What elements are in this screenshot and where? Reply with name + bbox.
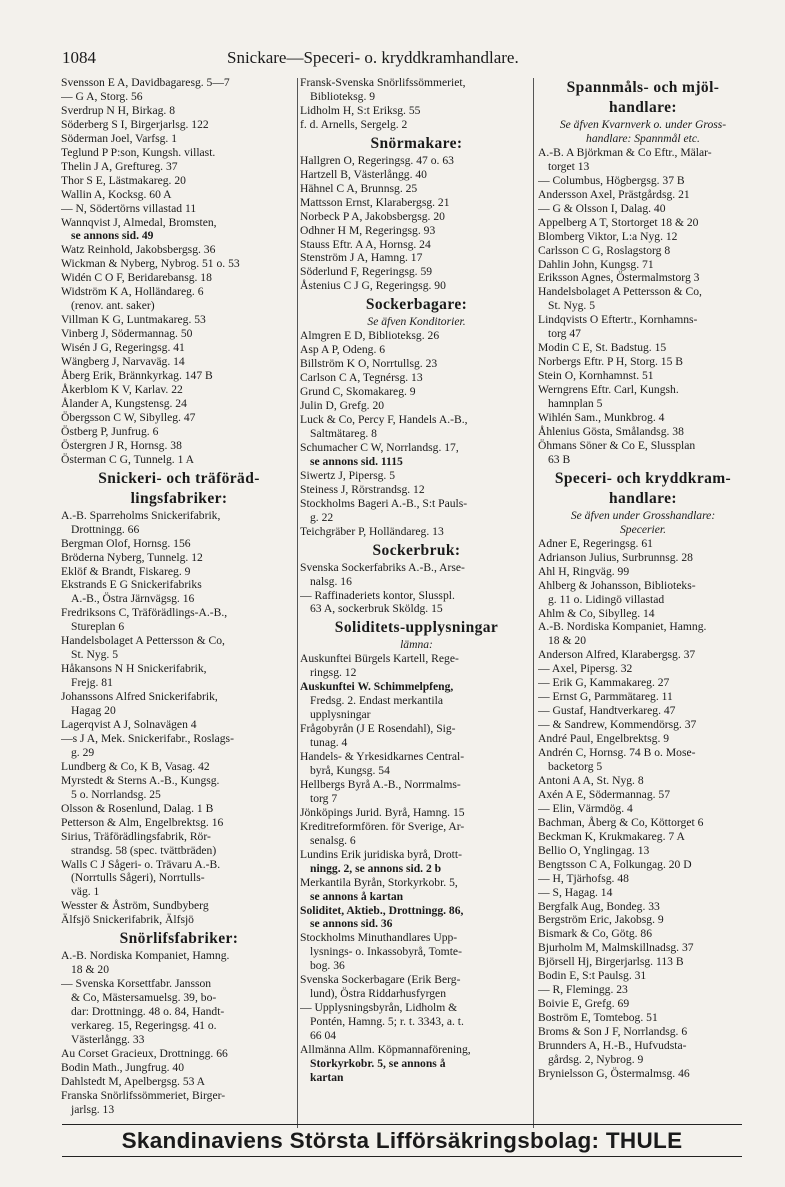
directory-entry: Kreditreformfören. för Sverige, Ar- bbox=[300, 819, 465, 833]
directory-entry: Hartzell B, Västerlångg. 40 bbox=[300, 167, 427, 181]
entry-continuation: Hagag 20 bbox=[71, 704, 116, 718]
entry-continuation: bog. 36 bbox=[310, 959, 345, 973]
advert-bottom-rule bbox=[62, 1156, 742, 1157]
entry-continuation: Pontén, Hamng. 5; r. t. 3343, a. t. bbox=[310, 1015, 464, 1029]
entry-continuation: backetorg 5 bbox=[548, 759, 603, 773]
entry-continuation: torget 13 bbox=[548, 159, 590, 173]
entry-continuation: tunag. 4 bbox=[310, 736, 348, 750]
directory-entry: Lindqvists O Eftertr., Kornhamns- bbox=[538, 313, 698, 327]
directory-entry: Stein O, Kornhamnst. 51 bbox=[538, 369, 654, 383]
directory-entry: Ekstrands E G Snickerifabriks bbox=[61, 578, 202, 592]
directory-entry: Sirius, Träförädlingsfabrik, Rör- bbox=[61, 829, 211, 843]
running-title: Snickare—Speceri- o. kryddkramhandlare. bbox=[227, 48, 519, 67]
section-heading: Spannmåls- och mjöl- bbox=[566, 79, 720, 96]
directory-entry: Antoni A A, St. Nyg. 8 bbox=[538, 773, 644, 787]
directory-column-3 bbox=[538, 76, 748, 1081]
directory-entry: Björsell Hj, Birgerjarlsg. 113 B bbox=[538, 955, 684, 969]
directory-entry: André Paul, Engelbrektsg. 9 bbox=[538, 732, 670, 746]
directory-entry: Beckman K, Krukmakareg. 7 A bbox=[538, 829, 685, 843]
entry-continuation: strandsg. 58 (spec. tvättbräden) bbox=[71, 843, 217, 857]
directory-entry: Lundberg & Co, K B, Vasag. 42 bbox=[61, 759, 210, 773]
directory-entry: Åstenius C J G, Regeringsg. 90 bbox=[300, 279, 446, 293]
directory-entry: Werngrens Eftr. Carl, Kungsh. bbox=[538, 383, 679, 397]
directory-entry: Odhner H M, Regeringsg. 93 bbox=[300, 223, 436, 237]
directory-entry: Carlsson C G, Roslagstorg 8 bbox=[538, 243, 671, 257]
directory-entry: Axén A E, Södermannag. 57 bbox=[538, 787, 671, 801]
directory-entry: Myrstedt & Sterns A.-B., Kungsg. bbox=[61, 773, 220, 787]
directory-entry: Julin D, Grefg. 20 bbox=[300, 399, 385, 413]
directory-entry: — Axel, Pipersg. 32 bbox=[538, 662, 633, 676]
directory-entry: Wesster & Åström, Sundbyberg bbox=[61, 899, 209, 913]
directory-entry: — Ernst G, Parmmätareg. 11 bbox=[538, 690, 673, 704]
directory-entry: — Elin, Värmdög. 4 bbox=[538, 801, 633, 815]
directory-entry: — Erik G, Kammakareg. 27 bbox=[538, 676, 670, 690]
directory-entry: — G A, Storg. 56 bbox=[61, 89, 143, 103]
directory-entry: Teglund P P:son, Kungsh. villast. bbox=[61, 145, 216, 159]
directory-entry: Bachman, Åberg & Co, Köttorget 6 bbox=[538, 815, 704, 829]
directory-column-2 bbox=[300, 76, 533, 1085]
section-heading: Soliditets-upplysningar bbox=[334, 619, 499, 637]
entry-continuation: Saltmätareg. 8 bbox=[310, 426, 377, 440]
entry-continuation: ringsg. 12 bbox=[310, 666, 357, 680]
directory-entry: Franska Snörlifssömmeriet, Birger- bbox=[61, 1088, 226, 1102]
entry-continuation: Biblioteksg. 9 bbox=[310, 89, 376, 103]
directory-entry: Auskunftei W. Schimmelpfeng, bbox=[300, 680, 454, 694]
section-note: Se äfven Konditorier. bbox=[367, 315, 466, 329]
directory-entry: Wickman & Nyberg, Nybrog. 51 o. 53 bbox=[61, 257, 240, 271]
directory-entry: Schumacher C W, Norrlandsg. 17, bbox=[300, 440, 459, 454]
directory-entry: Hellbergs Byrå A.-B., Norrmalms- bbox=[300, 777, 461, 791]
entry-continuation: St. Nyg. 5 bbox=[71, 648, 119, 662]
directory-entry: Johanssons Alfred Snickerifabrik, bbox=[61, 690, 218, 704]
directory-entry: Blomberg Viktor, L:a Nyg. 12 bbox=[538, 229, 678, 243]
directory-entry: Allmänna Allm. Köpmannaförening, bbox=[300, 1043, 471, 1057]
directory-entry: — R, Flemingg. 23 bbox=[538, 983, 628, 997]
directory-entry: Thor S E, Lästmakareg. 20 bbox=[61, 173, 186, 187]
entry-continuation: Stureplan 6 bbox=[71, 620, 125, 634]
section-heading: Sockerbruk: bbox=[372, 541, 461, 559]
entry-continuation: se annons sid. 36 bbox=[310, 917, 393, 931]
directory-entry: Boivie E, Grefg. 69 bbox=[538, 997, 630, 1011]
directory-entry: Thelin J A, Greftureg. 37 bbox=[61, 159, 178, 173]
directory-entry: Öhmans Söner & Co E, Slussplan bbox=[538, 438, 696, 452]
directory-entry: Svensson E A, Davidbagaresg. 5—7 bbox=[61, 76, 230, 89]
directory-entry: Östergren J R, Hornsg. 38 bbox=[61, 438, 182, 452]
directory-entry: Dahlstedt M, Apelbergsg. 53 A bbox=[61, 1074, 206, 1088]
directory-entry: Öbergsson C W, Sibylleg. 47 bbox=[61, 410, 196, 424]
entry-continuation: g. 11 o. Lidingö villastad bbox=[548, 592, 665, 606]
directory-entry: Bergfalk Aug, Bondeg. 33 bbox=[538, 899, 660, 913]
directory-entry: A.-B. Nordiska Kompaniet, Hamng. bbox=[61, 949, 230, 963]
directory-entry: Anderson Alfred, Klarabergsg. 37 bbox=[538, 648, 696, 662]
directory-entry: Hallgren O, Regeringsg. 47 o. 63 bbox=[300, 153, 454, 167]
directory-entry: Walls C J Sågeri- o. Trävaru A.-B. bbox=[61, 857, 221, 871]
directory-entry: Au Corset Gracieux, Drottningg. 66 bbox=[61, 1046, 228, 1060]
directory-entry: Soliditet, Aktieb., Drottningg. 86, bbox=[300, 903, 464, 917]
entry-continuation: se annons sid. 49 bbox=[71, 229, 154, 243]
directory-entry: — Gustaf, Handtverkareg. 47 bbox=[538, 704, 676, 718]
page-number: 1084 bbox=[62, 48, 96, 67]
section-note: Se äfven under Grosshandlare: bbox=[570, 508, 716, 522]
section-heading: handlare: bbox=[609, 99, 677, 116]
advert-top-rule bbox=[62, 1124, 742, 1125]
section-heading: lingsfabriker: bbox=[130, 489, 228, 507]
directory-entry: — G & Olsson I, Dalag. 40 bbox=[538, 201, 666, 215]
directory-entry: Söderberg S I, Birgerjarlsg. 122 bbox=[61, 117, 209, 131]
entry-continuation: lysnings- o. Inkassobyrå, Tomte- bbox=[310, 945, 462, 959]
directory-entry: Eriksson Agnes, Östermalmstorg 3 bbox=[538, 271, 700, 285]
directory-entry: Eklöf & Brandt, Fiskareg. 9 bbox=[61, 564, 191, 578]
directory-entry: Boström E, Tomtebog. 51 bbox=[538, 1011, 658, 1025]
entry-continuation: torg 7 bbox=[310, 791, 338, 805]
entry-continuation: 66 04 bbox=[310, 1029, 337, 1043]
directory-entry: Stockholms Minuthandlares Upp- bbox=[300, 931, 458, 945]
entry-continuation: se annons å kartan bbox=[310, 889, 404, 903]
directory-entry: Wisén J G, Regeringsg. 41 bbox=[61, 341, 185, 355]
section-heading: Speceri- och kryddkram- bbox=[554, 469, 732, 487]
directory-entry: Olsson & Rosenlund, Dalag. 1 B bbox=[61, 801, 214, 815]
directory-entry: Wannqvist J, Almedal, Bromsten, bbox=[61, 215, 217, 229]
entry-continuation: 5 o. Norrlandsg. 25 bbox=[71, 787, 161, 801]
directory-entry: Sverdrup N H, Birkag. 8 bbox=[61, 103, 175, 117]
directory-entry: — H, Tjärhofsg. 48 bbox=[538, 871, 629, 885]
section-note: Specerier. bbox=[619, 522, 667, 536]
directory-entry: Teichgräber P, Holländareg. 13 bbox=[300, 524, 444, 538]
directory-entry: Andrén C, Hornsg. 74 B o. Mose- bbox=[538, 746, 696, 760]
directory-entry: Broms & Son J F, Norrlandsg. 6 bbox=[538, 1025, 688, 1039]
directory-entry: Billström K O, Norrtullsg. 23 bbox=[300, 357, 438, 371]
directory-entry: Wängberg J, Narvaväg. 14 bbox=[61, 355, 185, 369]
directory-entry: Fredriksons C, Träförädlings-A.-B., bbox=[61, 606, 228, 620]
section-heading: Sockerbagare: bbox=[365, 296, 468, 314]
directory-entry: Appelberg A T, Stortorget 18 & 20 bbox=[538, 215, 699, 229]
column-divider bbox=[297, 78, 298, 1128]
directory-entry: Adrianson Julius, Surbrunnsg. 28 bbox=[538, 550, 693, 564]
entry-continuation: Fredsg. 2. Endast merkantila bbox=[310, 694, 443, 708]
entry-continuation: torg 47 bbox=[548, 327, 581, 341]
section-note: lämna: bbox=[400, 638, 433, 652]
section-note: Se äfven Kvarnverk o. under Gross- bbox=[559, 118, 727, 131]
entry-continuation: 18 & 20 bbox=[548, 634, 587, 648]
entry-continuation: verkareg. 15, Regeringsg. 41 o. bbox=[71, 1019, 217, 1033]
directory-entry: Almgren E D, Biblioteksg. 26 bbox=[300, 329, 440, 343]
directory-entry: Wallin A, Kocksg. 60 A bbox=[61, 187, 172, 201]
directory-entry: Wihlén Sam., Munkbrog. 4 bbox=[538, 411, 665, 425]
directory-entry: —s J A, Mek. Snickerifabr., Roslags- bbox=[61, 731, 234, 745]
directory-entry: Carlson C A, Tegnérsg. 13 bbox=[300, 371, 423, 385]
directory-entry: Bjurholm M, Malmskillnadsg. 37 bbox=[538, 941, 694, 955]
section-note: handlare: Spannmål etc. bbox=[586, 131, 700, 145]
directory-entry: Ahlberg & Johansson, Biblioteks- bbox=[538, 578, 696, 592]
directory-entry: Stenström J A, Hamng. 17 bbox=[300, 251, 423, 265]
directory-entry: Jönköpings Jurid. Byrå, Hamng. 15 bbox=[300, 805, 465, 819]
entry-continuation: kartan bbox=[310, 1070, 344, 1084]
directory-entry: Svenska Sockerfabriks A.-B., Arse- bbox=[300, 560, 465, 574]
directory-entry: Adner E, Regeringsg. 61 bbox=[538, 536, 653, 550]
directory-entry: Håkansons N H Snickerifabrik, bbox=[61, 662, 207, 676]
directory-column-1 bbox=[61, 76, 297, 1117]
directory-entry: Bergström Eric, Jakobsg. 9 bbox=[538, 913, 664, 927]
entry-continuation: gårdsg. 2, Nybrog. 9 bbox=[548, 1053, 644, 1066]
entry-continuation: A.-B., Östra Järnvägsg. 16 bbox=[71, 592, 195, 606]
entry-continuation: väg. 1 bbox=[71, 885, 100, 899]
entry-continuation: lund), Östra Riddarhusfyrgen bbox=[310, 987, 446, 1001]
entry-continuation: hamnplan 5 bbox=[548, 397, 603, 411]
directory-entry: A.-B. Nordiska Kompaniet, Hamng. bbox=[538, 620, 707, 634]
directory-entry: Handelsbolaget A Pettersson & Co, bbox=[538, 285, 702, 299]
directory-entry: Bergman Olof, Hornsg. 156 bbox=[61, 536, 191, 550]
directory-entry: — Svenska Korsettfabr. Jansson bbox=[61, 977, 212, 991]
directory-entry: Bröderna Nyberg, Tunnelg. 12 bbox=[61, 550, 203, 564]
entry-continuation: nalsg. 16 bbox=[310, 574, 352, 588]
directory-entry: Frågobyrån (J E Rosendahl), Sig- bbox=[300, 722, 456, 736]
directory-entry: Asp A P, Odeng. 6 bbox=[300, 343, 386, 357]
directory-entry: Bismark & Co, Götg. 86 bbox=[538, 927, 653, 941]
entry-continuation: 63 B bbox=[548, 452, 571, 466]
directory-entry: Siwertz J, Pipersg. 5 bbox=[300, 468, 395, 482]
column-divider bbox=[533, 78, 534, 1128]
directory-entry: Älfsjö Snickerifabrik, Älfsjö bbox=[61, 913, 194, 927]
section-heading: Snörlifsfabriker: bbox=[119, 930, 239, 948]
entry-continuation: 18 & 20 bbox=[71, 963, 110, 977]
directory-entry: Vinberg J, Södermannag. 50 bbox=[61, 327, 193, 341]
entry-continuation: Storkyrkobr. 5, se annons å bbox=[310, 1057, 446, 1070]
directory-entry: Stockholms Bageri A.-B., S:t Pauls- bbox=[300, 496, 468, 510]
entry-continuation: byrå, Kungsg. 54 bbox=[310, 763, 390, 777]
directory-entry: — S, Hagag. 14 bbox=[538, 885, 613, 899]
entry-continuation: (Norrtulls Sågeri), Norrtulls- bbox=[71, 871, 205, 885]
directory-entry: — N, Södertörns villastad 11 bbox=[61, 201, 197, 215]
directory-entry: Svenska Sockerbagare (Erik Berg- bbox=[300, 973, 461, 987]
directory-entry: Ahlm & Co, Sibylleg. 14 bbox=[538, 606, 655, 620]
entry-continuation: St. Nyg. 5 bbox=[548, 299, 596, 313]
entry-continuation: Västerlångg. 33 bbox=[71, 1033, 145, 1046]
entry-continuation: & Co, Mästersamuelsg. 39, bo- bbox=[71, 991, 217, 1005]
entry-continuation: g. 29 bbox=[71, 745, 95, 759]
entry-continuation: se annons sid. 1115 bbox=[310, 454, 403, 468]
entry-continuation: ningg. 2, se annons sid. 2 b bbox=[310, 861, 442, 875]
directory-entry: Åberg Erik, Brännkyrkag. 147 B bbox=[61, 369, 213, 383]
directory-entry: Stauss Eftr. A A, Hornsg. 24 bbox=[300, 237, 431, 251]
entry-continuation: Drottningg. 66 bbox=[71, 522, 140, 536]
directory-entry: Lundins Erik juridiska byrå, Drott- bbox=[300, 847, 462, 861]
directory-entry: — Upplysningsbyrån, Lidholm & bbox=[300, 1001, 458, 1015]
entry-continuation: senalsg. 6 bbox=[310, 833, 356, 847]
directory-entry: Bodin E, S:t Paulsg. 31 bbox=[538, 969, 647, 983]
entry-continuation: g. 22 bbox=[310, 510, 334, 524]
directory-entry: Östberg P, Junfrug. 6 bbox=[61, 424, 159, 438]
entry-continuation: dar: Drottningg. 48 o. 84, Handt- bbox=[71, 1005, 225, 1019]
directory-entry: Bengtsson C A, Folkungag. 20 D bbox=[538, 857, 692, 871]
directory-entry: Hähnel C A, Brunnsg. 25 bbox=[300, 181, 418, 195]
directory-entry: Widström K A, Holländareg. 6 bbox=[61, 285, 204, 299]
directory-entry: Mattsson Ernst, Klarabergsg. 21 bbox=[300, 195, 450, 209]
thule-advert: Skandinaviens Största Lifförsäkringsbolag: THULE bbox=[121, 1128, 683, 1153]
directory-entry: Auskunftei Bürgels Kartell, Rege- bbox=[300, 652, 459, 666]
directory-entry: — & Sandrew, Kommendörsg. 37 bbox=[538, 718, 697, 732]
directory-entry: Åkerblom K V, Karlav. 22 bbox=[61, 382, 183, 396]
directory-entry: Villman K G, Luntmakareg. 53 bbox=[61, 313, 206, 327]
directory-entry: Ahl H, Ringväg. 99 bbox=[538, 564, 630, 578]
directory-entry: Fransk-Svenska Snörlifssömmeriet, bbox=[300, 76, 466, 89]
entry-continuation: Frejg. 81 bbox=[71, 676, 113, 690]
directory-entry: Österman C G, Tunnelg. 1 A bbox=[61, 452, 195, 466]
directory-entry: — Columbus, Högbergsg. 37 B bbox=[538, 173, 685, 187]
directory-entry: Merkantila Byrån, Storkyrkobr. 5, bbox=[300, 875, 458, 889]
directory-entry: Söderman Joel, Varfsg. 1 bbox=[61, 131, 178, 145]
directory-entry: Söderlund F, Regeringsg. 59 bbox=[300, 265, 433, 279]
directory-entry: — Raffinaderiets kontor, Slusspl. bbox=[300, 588, 455, 602]
directory-entry: Handels- & Yrkesidkarnes Central- bbox=[300, 750, 465, 764]
directory-entry: Andersson Axel, Prästgårdsg. 21 bbox=[538, 187, 690, 201]
directory-entry: Bellio O, Ynglingag. 13 bbox=[538, 843, 650, 857]
directory-entry: Brunnders A, H.-B., Hufvudsta- bbox=[538, 1039, 687, 1053]
entry-continuation: (renov. ant. saker) bbox=[71, 299, 155, 313]
directory-entry: Grund C, Skomakareg. 9 bbox=[300, 385, 416, 399]
section-heading: handlare: bbox=[609, 489, 677, 507]
directory-entry: Ålander A, Kungstensg. 24 bbox=[61, 396, 187, 410]
entry-continuation: jarlsg. 13 bbox=[71, 1102, 115, 1116]
directory-entry: Watz Reinhold, Jakobsbergsg. 36 bbox=[61, 243, 216, 257]
directory-entry: Norbeck P A, Jakobsbergsg. 20 bbox=[300, 209, 445, 223]
directory-entry: A.-B. Sparreholms Snickerifabrik, bbox=[61, 508, 221, 522]
directory-entry: Widén C O F, Beridarebansg. 18 bbox=[61, 271, 212, 285]
directory-entry: Luck & Co, Percy F, Handels A.-B., bbox=[300, 413, 468, 427]
directory-entry: A.-B. A Björkman & Co Eftr., Mälar- bbox=[538, 145, 712, 159]
directory-entry: Bodin Math., Jungfrug. 40 bbox=[61, 1060, 185, 1074]
section-heading: Snörmakare: bbox=[370, 134, 463, 152]
directory-entry: Petterson & Alm, Engelbrektsg. 16 bbox=[61, 815, 224, 829]
directory-entry: Modin C E, St. Badstug. 15 bbox=[538, 341, 667, 355]
directory-entry: Dahlin John, Kungsg. 71 bbox=[538, 257, 654, 271]
directory-entry: Lagerqvist A J, Solnavägen 4 bbox=[61, 717, 197, 731]
entry-continuation: upplysningar bbox=[310, 708, 371, 722]
page-header bbox=[62, 48, 742, 72]
directory-entry: Steiness J, Rörstrandsg. 12 bbox=[300, 482, 425, 496]
directory-entry: Brynielsson G, Östermalmsg. 46 bbox=[538, 1066, 690, 1080]
entry-continuation: 63 A, sockerbruk Sköldg. 15 bbox=[310, 602, 443, 616]
directory-entry: Åhlenius Gösta, Smålandsg. 38 bbox=[538, 424, 684, 438]
section-heading: Snickeri- och träföräd- bbox=[98, 469, 260, 487]
directory-entry: Norbergs Eftr. P H, Storg. 15 B bbox=[538, 355, 684, 369]
directory-entry: f. d. Arnells, Sergelg. 2 bbox=[300, 117, 408, 131]
directory-entry: Handelsbolaget A Pettersson & Co, bbox=[61, 634, 225, 648]
directory-entry: Lidholm H, S:t Eriksg. 55 bbox=[300, 103, 421, 117]
